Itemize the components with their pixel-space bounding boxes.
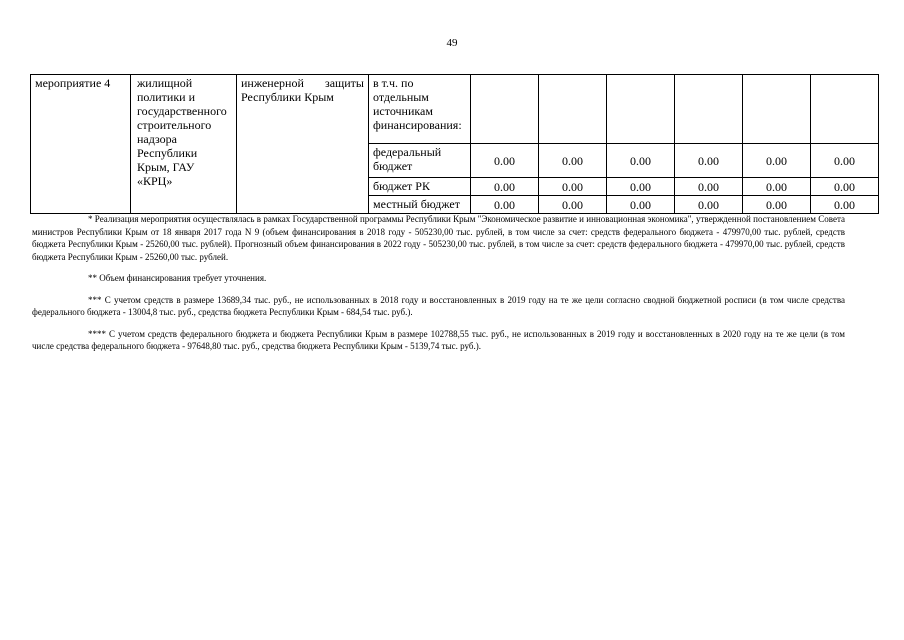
value-cell: 0.00: [607, 196, 675, 214]
program-text-line2: Республики Крым: [241, 90, 334, 104]
source-label: местный бюджет: [369, 196, 471, 214]
footnotes: [32, 213, 845, 362]
footnote-1: * Реализация мероприятия осуществлялась в рамках Государственной программы Республики Крым "Экономическое развитие и инновационная экономика", утвержденной постановлением Совета министров Республики Крым от 18 января 2017 года N 9 (объем финансирования в 2018 году - 505230,00 тыс. рублей, в том числе за счет: средств федерального бюджета - 479970,00 тыс. рублей, средств бюджета Республики Крым - 25260,00 тыс. рублей). Прогнозный объем финансирования в 2022 году - 505230,00 тыс. рублей, в том числе за счет: средств федерального бюджета - 479970,00 тыс. рублей, средств бюджета Республики Крым - 25260,00 тыс. рублей.: [32, 214, 845, 262]
value-cell: 0.00: [471, 144, 539, 178]
value-cell: [743, 75, 811, 144]
value-cell: [675, 75, 743, 144]
value-cell: 0.00: [743, 178, 811, 196]
value-cell: 0.00: [675, 178, 743, 196]
measure-cell: мероприятие 4: [31, 75, 131, 214]
value-cell: 0.00: [539, 144, 607, 178]
value-cell: [471, 75, 539, 144]
source-label: бюджет РК: [369, 178, 471, 196]
source-label: федеральный бюджет: [369, 144, 471, 178]
program-text-line1: инженерной защиты: [241, 76, 364, 90]
value-cell: 0.00: [471, 196, 539, 214]
funding-table: [30, 74, 879, 214]
value-cell: 0.00: [607, 178, 675, 196]
footnote-2: ** Объем финансирования требует уточнения.: [88, 273, 267, 283]
footnote-4: **** С учетом средств федерального бюджета и бюджета Республики Крым в размере 102788,55 тыс. руб., не использованных в 2019 году и восстановленных в 2020 году на те же цели (в том числе средства федерального бюджета - 97648,80 тыс. руб., средства бюджета Республики Крым - 5139,74 тыс. руб.).: [32, 328, 845, 351]
value-cell: 0.00: [675, 144, 743, 178]
value-cell: 0.00: [811, 144, 879, 178]
value-cell: 0.00: [539, 178, 607, 196]
value-cell: 0.00: [811, 178, 879, 196]
value-cell: 0.00: [471, 178, 539, 196]
value-cell: [607, 75, 675, 144]
value-cell: 0.00: [539, 196, 607, 214]
page-number: 49: [446, 37, 458, 49]
source-label: в т.ч. по отдельным источникам финансирования:: [369, 75, 471, 144]
table-row: [31, 75, 879, 144]
value-cell: [811, 75, 879, 144]
footnote-3: *** С учетом средств в размере 13689,34 тыс. руб., не использованных в 2018 году и восстановленных в 2019 году на те же цели согласно сводной бюджетной росписи (в том числе средства федерального бюджета - 13004,8 тыс. руб., средства бюджета Республики Крым - 684,54 тыс. руб.).: [32, 294, 845, 317]
value-cell: 0.00: [811, 196, 879, 214]
value-cell: 0.00: [743, 196, 811, 214]
program-cell: [237, 75, 369, 214]
value-cell: 0.00: [675, 196, 743, 214]
value-cell: 0.00: [607, 144, 675, 178]
value-cell: [539, 75, 607, 144]
value-cell: 0.00: [743, 144, 811, 178]
executor-cell: жилищной политики и государственного строительного надзора Республики Крым, ГАУ «КРЦ»: [131, 75, 237, 214]
